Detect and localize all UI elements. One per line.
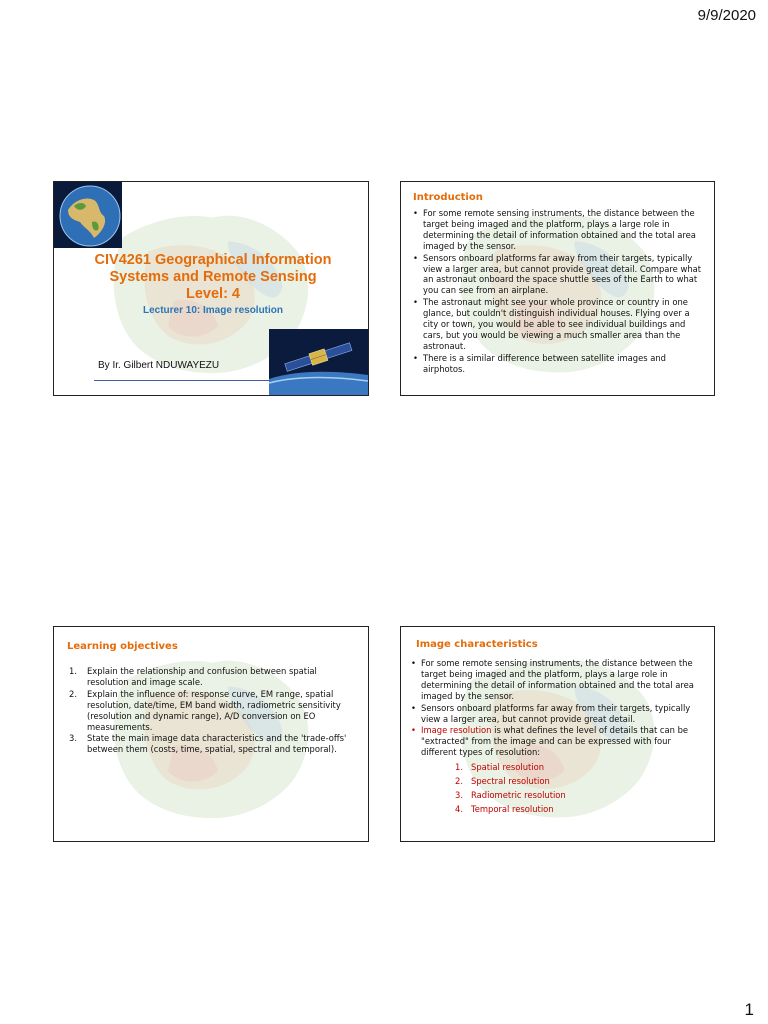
bullet-list	[411, 658, 704, 758]
title-block	[68, 252, 358, 316]
resolution-type-item: 2. Spectral resolution	[455, 776, 550, 787]
objective-item: 1. Explain the relationship and confusion between spatial resolution and image scale.	[69, 666, 317, 687]
bullet-list	[413, 208, 706, 375]
slide-heading: Learning objectives	[67, 641, 178, 652]
slide-learning-objectives	[53, 626, 369, 842]
page-number: 1	[744, 1000, 754, 1019]
slide-image-characteristics	[400, 626, 715, 842]
bullet-item: • Sensors onboard platforms far away from their targets, typically view a larger area, but cannot provide great detail.	[411, 703, 704, 725]
page-date: 9/9/2020	[697, 7, 756, 24]
lecture-subtitle: Lecturer 10: Image resolution	[142, 305, 284, 316]
resolution-type-item: 1. Spatial resolution	[455, 762, 545, 773]
resolution-types-list	[411, 760, 704, 816]
course-title: CIV4261 Geographical Information Systems and Remote Sensing	[94, 252, 332, 285]
image-resolution-term: Image resolution	[421, 725, 492, 736]
author-underline	[94, 380, 269, 381]
bullet-item: • There is a similar difference between satellite images and airphotos.	[413, 353, 706, 375]
globe-image	[54, 182, 122, 248]
resolution-type-item: 4. Temporal resolution	[455, 804, 554, 815]
objective-item: 3. State the main image data characteristics and the 'trade-offs' between them (costs, time, spatial, spectral and temporal).	[69, 733, 347, 755]
bullet-item: • Sensors onboard platforms far away from their targets, typically view a larger area, but cannot provide great detail. Compare what an astronaut onboard the space shuttle sees of the Earth to what you can see from an airplane.	[413, 253, 706, 297]
author-line: By Ir. Gilbert NDUWAYEZU	[98, 360, 220, 371]
slide-title	[53, 181, 369, 396]
bullet-item: • The astronaut might see your whole province or country in one glance, but couldn't distinguish individual houses. Flying over a city or town, you would be able to see individual buildings and cars, but you would be viewing a much smaller area than the astronaut.	[413, 297, 706, 352]
bullet-item: • For some remote sensing instruments, the distance between the target being imaged and the platform, plays a large role in determining the detail of information obtained and the total area imaged by the sensor.	[413, 208, 706, 252]
objectives-list	[67, 666, 348, 755]
bullet-item: • For some remote sensing instruments, the distance between the target being imaged and the platform, plays a large role in determining the detail of information obtained and the total area imaged by the sensor.	[411, 658, 704, 702]
course-level: Level: 4	[186, 286, 240, 302]
slide-heading: Image characteristics	[416, 639, 538, 650]
objective-item: 2. Explain the influence of: response curve, EM range, spatial resolution, date/time, EM band width, radiometric sensitivity (resolution and dynamic range), A/D conversion on EO measurements.	[69, 688, 341, 732]
bullet-item-image-resolution: • Image resolution is what defines the level of details that can be "extracted" from the image and can be expressed with four different types of resolution:	[411, 725, 704, 758]
satellite-image	[269, 329, 368, 395]
resolution-type-item: 3. Radiometric resolution	[455, 790, 566, 801]
slide-introduction	[400, 181, 715, 396]
slide-heading: Introduction	[413, 192, 483, 203]
